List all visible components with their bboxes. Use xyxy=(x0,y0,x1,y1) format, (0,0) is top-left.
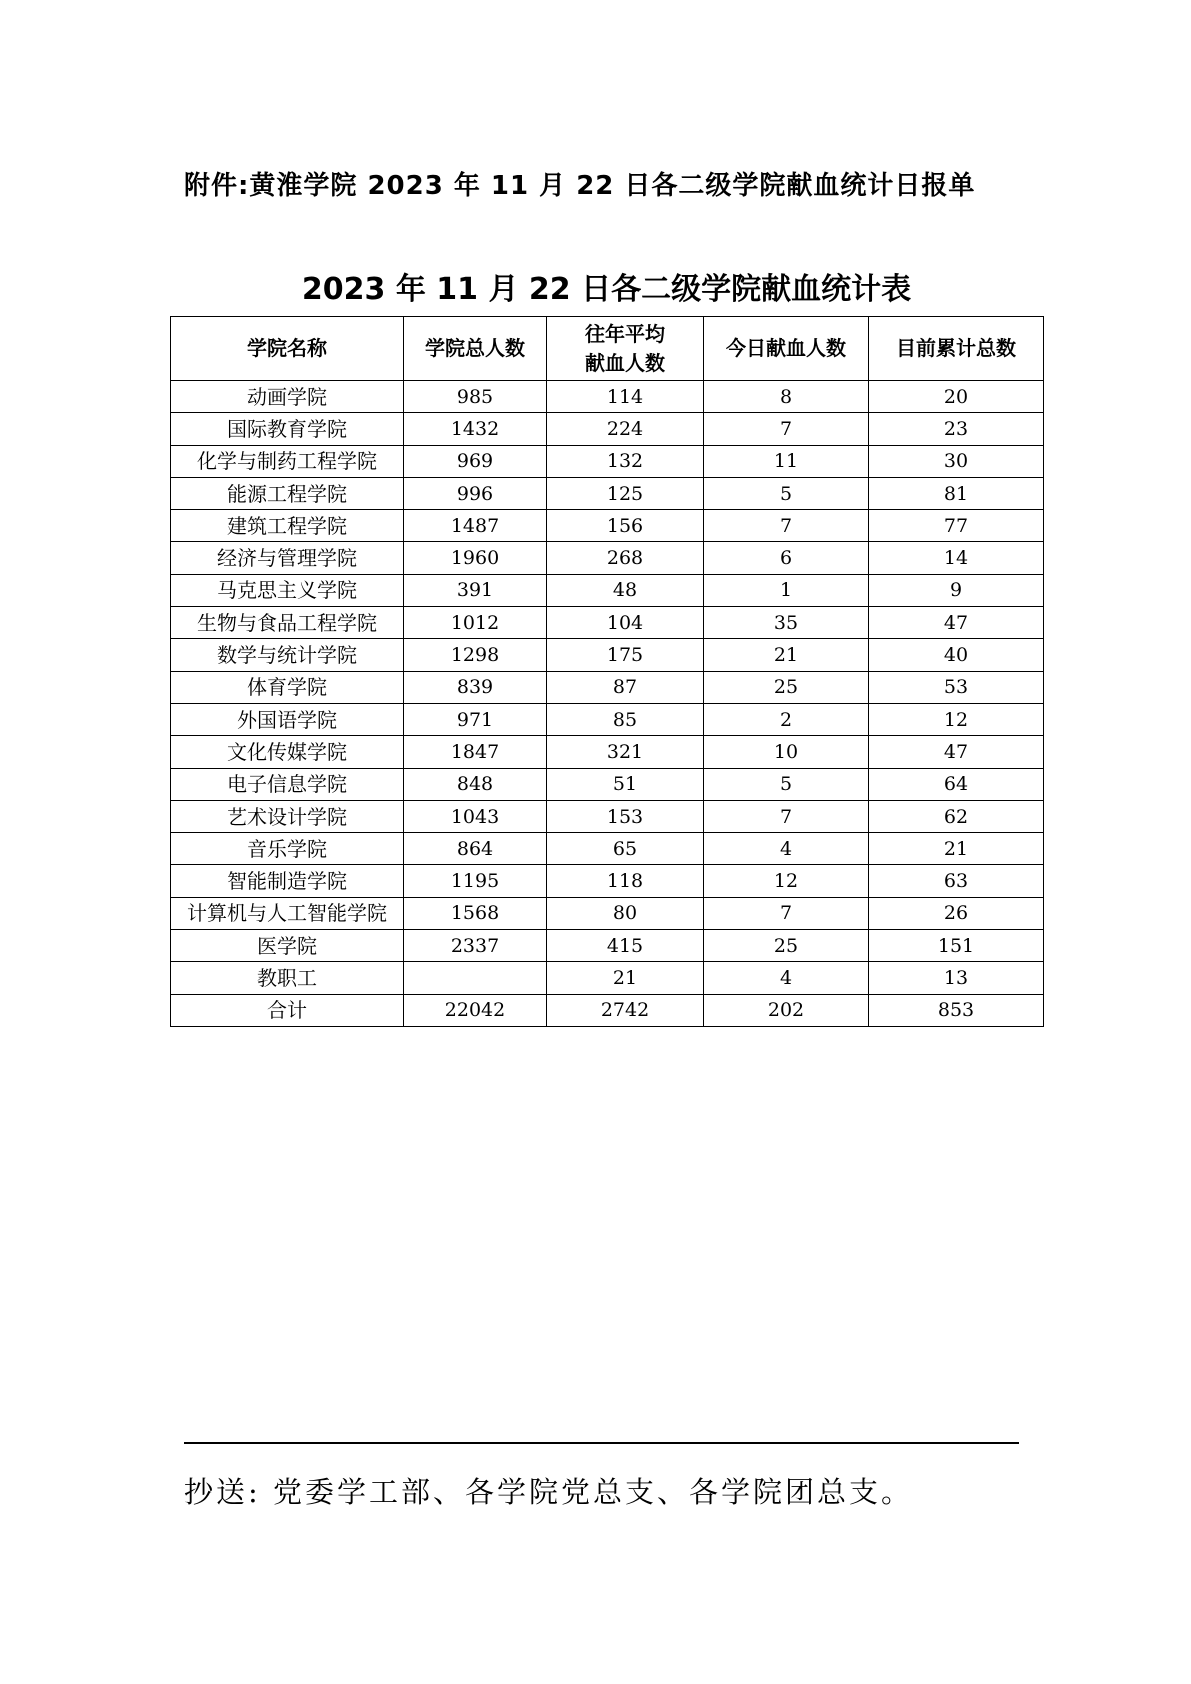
cell-college: 体育学院 xyxy=(171,671,404,703)
cell-average: 87 xyxy=(547,671,704,703)
cell-cumulative: 40 xyxy=(869,639,1044,671)
cell-college: 能源工程学院 xyxy=(171,477,404,509)
table-row xyxy=(171,413,1044,445)
table-header-row xyxy=(171,317,1044,381)
cell-total: 1847 xyxy=(404,736,547,768)
cell-today: 35 xyxy=(704,607,869,639)
cell-total: 391 xyxy=(404,574,547,606)
cell-today: 12 xyxy=(704,865,869,897)
header-average xyxy=(547,317,704,381)
cell-cumulative: 30 xyxy=(869,445,1044,477)
cell-average: 65 xyxy=(547,833,704,865)
cell-total: 971 xyxy=(404,703,547,735)
cell-average: 114 xyxy=(547,381,704,413)
cell-average: 80 xyxy=(547,897,704,929)
cell-average: 268 xyxy=(547,542,704,574)
cell-today: 6 xyxy=(704,542,869,574)
cell-total: 1960 xyxy=(404,542,547,574)
cell-total: 2337 xyxy=(404,930,547,962)
cell-college: 马克思主义学院 xyxy=(171,574,404,606)
cell-today: 8 xyxy=(704,381,869,413)
header-total: 学院总人数 xyxy=(404,317,547,381)
cell-total: 985 xyxy=(404,381,547,413)
cell-college: 电子信息学院 xyxy=(171,768,404,800)
table-row xyxy=(171,574,1044,606)
cell-cumulative: 21 xyxy=(869,833,1044,865)
cell-college: 计算机与人工智能学院 xyxy=(171,897,404,929)
cell-college: 教职工 xyxy=(171,962,404,994)
cell-today: 7 xyxy=(704,413,869,445)
cell-college: 文化传媒学院 xyxy=(171,736,404,768)
table-row xyxy=(171,639,1044,671)
cell-total: 848 xyxy=(404,768,547,800)
cell-cumulative: 23 xyxy=(869,413,1044,445)
cell-today: 5 xyxy=(704,768,869,800)
cell-today: 202 xyxy=(704,994,869,1026)
table-row xyxy=(171,736,1044,768)
cell-average: 85 xyxy=(547,703,704,735)
cell-today: 21 xyxy=(704,639,869,671)
cell-today: 4 xyxy=(704,962,869,994)
cell-college: 化学与制药工程学院 xyxy=(171,445,404,477)
cell-average: 2742 xyxy=(547,994,704,1026)
table-row xyxy=(171,962,1044,994)
cell-today: 2 xyxy=(704,703,869,735)
cell-cumulative: 14 xyxy=(869,542,1044,574)
table-row xyxy=(171,381,1044,413)
table-row xyxy=(171,477,1044,509)
cell-cumulative: 47 xyxy=(869,607,1044,639)
cell-college: 经济与管理学院 xyxy=(171,542,404,574)
cc-line: 抄送: 党委学工部、各学院党总支、各学院团总支。 xyxy=(184,1475,913,1509)
cell-cumulative: 47 xyxy=(869,736,1044,768)
cell-total: 864 xyxy=(404,833,547,865)
cell-total: 839 xyxy=(404,671,547,703)
header-college: 学院名称 xyxy=(171,317,404,381)
table-row xyxy=(171,510,1044,542)
header-average-line1: 往年平均 xyxy=(585,321,665,346)
cell-college: 合计 xyxy=(171,994,404,1026)
cell-today: 25 xyxy=(704,930,869,962)
cell-cumulative: 12 xyxy=(869,703,1044,735)
table-row xyxy=(171,994,1044,1026)
cell-today: 7 xyxy=(704,510,869,542)
cell-average: 132 xyxy=(547,445,704,477)
cell-today: 25 xyxy=(704,671,869,703)
cell-total: 1298 xyxy=(404,639,547,671)
cell-average: 48 xyxy=(547,574,704,606)
cell-average: 125 xyxy=(547,477,704,509)
blood-donation-table xyxy=(170,316,1044,1027)
cell-cumulative: 62 xyxy=(869,800,1044,832)
cell-college: 生物与食品工程学院 xyxy=(171,607,404,639)
table-row xyxy=(171,671,1044,703)
table-row xyxy=(171,607,1044,639)
cell-total: 1487 xyxy=(404,510,547,542)
cell-cumulative: 64 xyxy=(869,768,1044,800)
cell-cumulative: 77 xyxy=(869,510,1044,542)
cell-today: 11 xyxy=(704,445,869,477)
cell-cumulative: 13 xyxy=(869,962,1044,994)
cell-college: 动画学院 xyxy=(171,381,404,413)
cell-cumulative: 853 xyxy=(869,994,1044,1026)
table-title: 2023 年 11 月 22 日各二级学院献血统计表 xyxy=(301,272,912,307)
cell-average: 321 xyxy=(547,736,704,768)
table-row xyxy=(171,800,1044,832)
cell-average: 21 xyxy=(547,962,704,994)
cell-cumulative: 81 xyxy=(869,477,1044,509)
cell-today: 10 xyxy=(704,736,869,768)
cell-cumulative: 63 xyxy=(869,865,1044,897)
cell-average: 415 xyxy=(547,930,704,962)
cell-college: 智能制造学院 xyxy=(171,865,404,897)
cell-average: 104 xyxy=(547,607,704,639)
cell-college: 国际教育学院 xyxy=(171,413,404,445)
cell-college: 建筑工程学院 xyxy=(171,510,404,542)
cell-total: 1043 xyxy=(404,800,547,832)
cell-college: 艺术设计学院 xyxy=(171,800,404,832)
cell-total xyxy=(404,962,547,994)
cell-today: 5 xyxy=(704,477,869,509)
cell-total: 1195 xyxy=(404,865,547,897)
cell-average: 153 xyxy=(547,800,704,832)
header-today: 今日献血人数 xyxy=(704,317,869,381)
cell-cumulative: 53 xyxy=(869,671,1044,703)
cell-college: 外国语学院 xyxy=(171,703,404,735)
table-row xyxy=(171,445,1044,477)
header-average-line2: 献血人数 xyxy=(585,350,665,375)
cell-total: 1432 xyxy=(404,413,547,445)
cell-total: 22042 xyxy=(404,994,547,1026)
table-row xyxy=(171,833,1044,865)
table-row xyxy=(171,703,1044,735)
table-row xyxy=(171,542,1044,574)
cell-today: 1 xyxy=(704,574,869,606)
cell-average: 224 xyxy=(547,413,704,445)
cell-college: 数学与统计学院 xyxy=(171,639,404,671)
table-row xyxy=(171,865,1044,897)
cell-college: 音乐学院 xyxy=(171,833,404,865)
cell-average: 51 xyxy=(547,768,704,800)
cell-average: 118 xyxy=(547,865,704,897)
cell-cumulative: 20 xyxy=(869,381,1044,413)
divider-line xyxy=(184,1442,1019,1444)
cell-average: 156 xyxy=(547,510,704,542)
table-row xyxy=(171,930,1044,962)
cell-total: 1012 xyxy=(404,607,547,639)
header-cumulative: 目前累计总数 xyxy=(869,317,1044,381)
cell-cumulative: 151 xyxy=(869,930,1044,962)
cell-average: 175 xyxy=(547,639,704,671)
table-row xyxy=(171,768,1044,800)
cell-total: 1568 xyxy=(404,897,547,929)
cell-total: 996 xyxy=(404,477,547,509)
table-row xyxy=(171,897,1044,929)
attachment-title: 附件:黄淮学院 2023 年 11 月 22 日各二级学院献血统计日报单 xyxy=(184,171,976,201)
cell-cumulative: 26 xyxy=(869,897,1044,929)
cell-college: 医学院 xyxy=(171,930,404,962)
cell-total: 969 xyxy=(404,445,547,477)
cell-today: 4 xyxy=(704,833,869,865)
cell-today: 7 xyxy=(704,897,869,929)
cell-cumulative: 9 xyxy=(869,574,1044,606)
cell-today: 7 xyxy=(704,800,869,832)
